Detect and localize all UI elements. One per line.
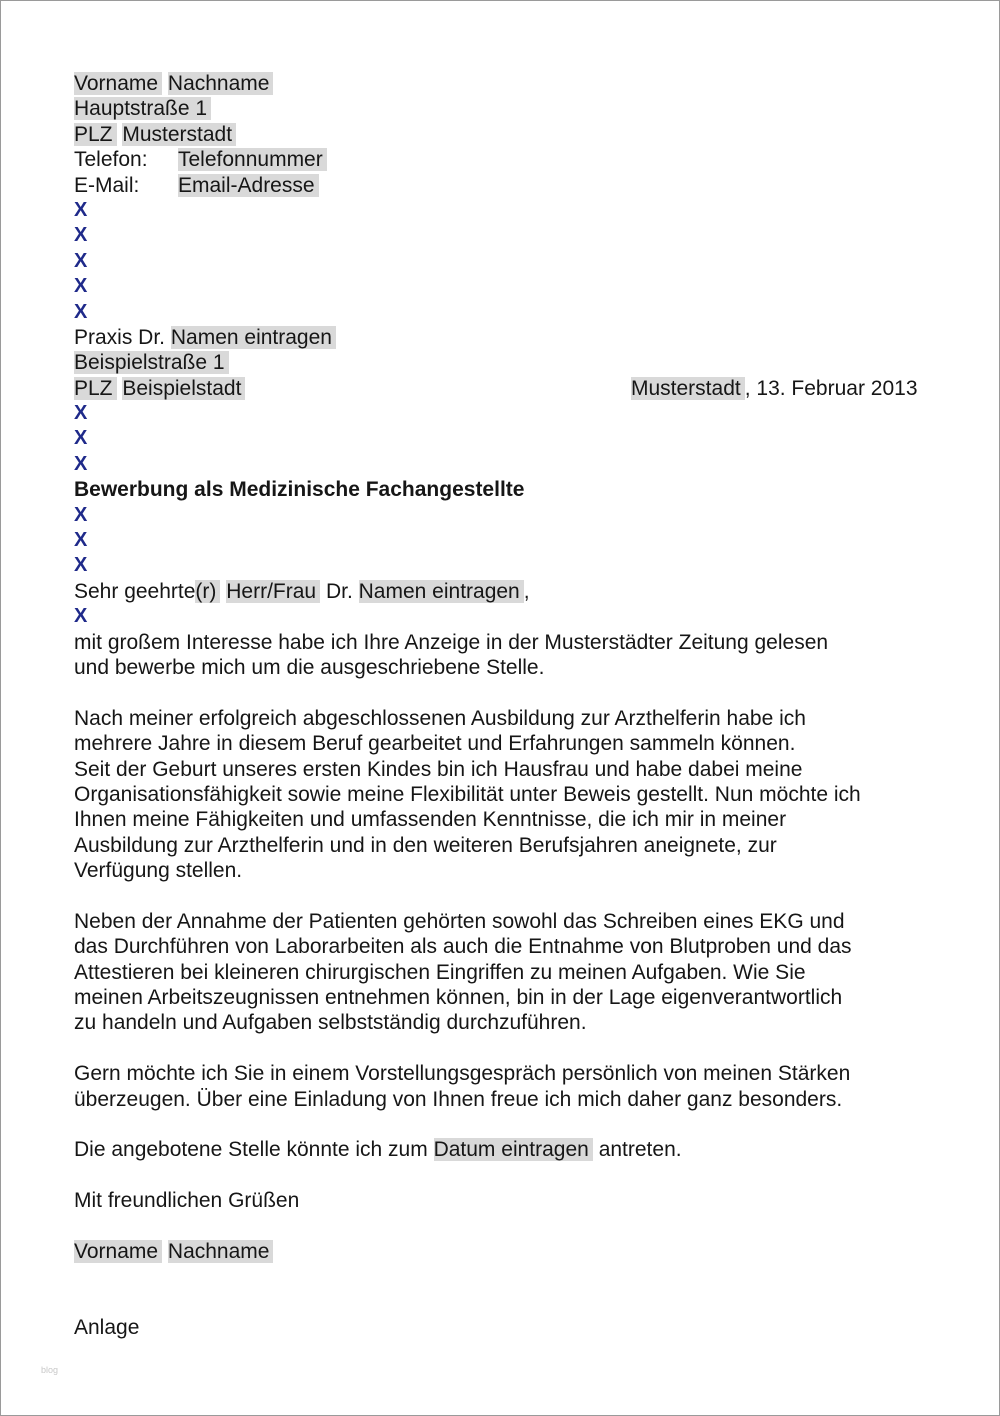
start-line-before: Die angebotene Stelle könnte ich zum <box>74 1138 428 1162</box>
salutation <box>74 579 954 604</box>
spacer-mark: X <box>74 452 88 475</box>
phone-label: Telefon: <box>74 148 148 172</box>
body-line: mit großem Interesse habe ich Ihre Anzeige in der Musterstädter Zeitung gelesen <box>74 630 829 654</box>
spacer-mark: X <box>74 605 88 628</box>
sender-first-name: Vorname <box>74 72 162 95</box>
body-line: Attestieren bei kleineren chirurgischen Eingriffen zu meinen Aufgaben. Wie Sie <box>74 960 806 984</box>
salutation-title: Herr/Frau <box>226 580 320 603</box>
start-line-after: antreten. <box>598 1138 682 1162</box>
body-line: überzeugen. Über eine Einladung von Ihnen freue ich mich daher ganz besonders. <box>74 1087 843 1111</box>
sender-phone: Telefonnummer <box>178 148 327 171</box>
body-line: Neben der Annahme der Patienten gehörten sowohl das Schreiben eines EKG und <box>74 909 845 933</box>
sender-last-name: Nachname <box>168 72 274 95</box>
spacer-mark: X <box>74 402 88 425</box>
recipient-zip: PLZ <box>74 377 117 400</box>
sender-name-line <box>74 71 954 96</box>
sender-email-line <box>74 173 954 198</box>
body-line: Seit der Geburt unseres ersten Kindes bin ich Hausfrau und habe dabei meine <box>74 757 803 781</box>
recipient-name: Namen eintragen <box>171 326 336 349</box>
start-date-placeholder: Datum eintragen <box>434 1138 593 1161</box>
salutation-dr: Dr. <box>325 579 353 603</box>
body-line: Nach meiner erfolgreich abgeschlossenen Ausbildung zur Arzthelferin habe ich <box>74 706 806 730</box>
spacer-mark: X <box>74 503 88 526</box>
signature-first-name: Vorname <box>74 1240 162 1263</box>
salutation-end: , <box>523 579 530 603</box>
spacer-mark: X <box>74 427 88 450</box>
enclosure: Anlage <box>74 1316 140 1340</box>
body-line: Ausbildung zur Arzthelferin und in den weiteren Berufsjahren aneignete, zur <box>74 833 777 857</box>
letter-content <box>74 71 954 1341</box>
body-line: Ihnen meine Fähigkeiten und umfassenden Kenntnisse, die ich mir in meiner <box>74 808 787 832</box>
recipient-street: Beispielstraße 1 <box>74 351 229 374</box>
body-line: zu handeln und Aufgaben selbstständig durchzuführen. <box>74 1011 587 1035</box>
spacer-mark: X <box>74 300 88 323</box>
spacer-mark: X <box>74 275 88 298</box>
sender-city-line <box>74 122 954 147</box>
watermark: blog <box>41 1365 59 1375</box>
spacer-mark: X <box>74 249 88 272</box>
sender-zip: PLZ <box>74 123 117 146</box>
sender-phone-line <box>74 147 954 172</box>
email-label: E-Mail: <box>74 173 140 197</box>
spacer-mark: X <box>74 198 88 221</box>
spacer-mark: X <box>74 529 88 552</box>
spacer-mark: X <box>74 554 88 577</box>
sender-city: Musterstadt <box>122 123 236 146</box>
body-line: Gern möchte ich Sie in einem Vorstellungsgespräch persönlich von meinen Stärken <box>74 1062 851 1086</box>
body-line: Organisationsfähigkeit sowie meine Flexibilität unter Beweis gestellt. Nun möchte ich <box>74 782 861 806</box>
recipient-street-line <box>74 350 954 375</box>
sender-email: Email-Adresse <box>178 174 319 197</box>
body-line: mehrere Jahre in diesem Beruf gearbeitet und Erfahrungen sammeln können. <box>74 732 796 756</box>
date-place: Musterstadt <box>631 377 745 400</box>
date-text: , 13. Februar 2013 <box>744 376 918 400</box>
sender-street: Hauptstraße 1 <box>74 97 211 120</box>
sender-street-line <box>74 96 954 121</box>
start-date-line <box>74 1137 954 1162</box>
body-line: und bewerbe mich um die ausgeschriebene Stelle. <box>74 655 545 679</box>
recipient-prefix: Praxis Dr. <box>74 325 166 349</box>
body-line: das Durchführen von Laborarbeiten als auch die Entnahme von Blutproben und das <box>74 935 852 959</box>
signature-last-name: Nachname <box>168 1240 274 1263</box>
salutation-start: Sehr geehrte <box>74 579 196 603</box>
closing: Mit freundlichen Grüßen <box>74 1189 300 1213</box>
body-line: Verfügung stellen. <box>74 859 243 883</box>
recipient-name-line <box>74 325 954 350</box>
salutation-name: Namen eintragen <box>359 580 524 603</box>
recipient-city-line <box>74 376 954 401</box>
letter-date <box>631 376 918 401</box>
letter-subject: Bewerbung als Medizinische Fachangestellte <box>74 478 525 502</box>
salutation-suffix: (r) <box>195 580 220 603</box>
recipient-city: Beispielstadt <box>122 377 245 400</box>
body-line: meinen Arbeitszeugnissen entnehmen können, bin in der Lage eigenverantwortlich <box>74 986 843 1010</box>
spacer-mark: X <box>74 224 88 247</box>
signature-line <box>74 1239 954 1264</box>
